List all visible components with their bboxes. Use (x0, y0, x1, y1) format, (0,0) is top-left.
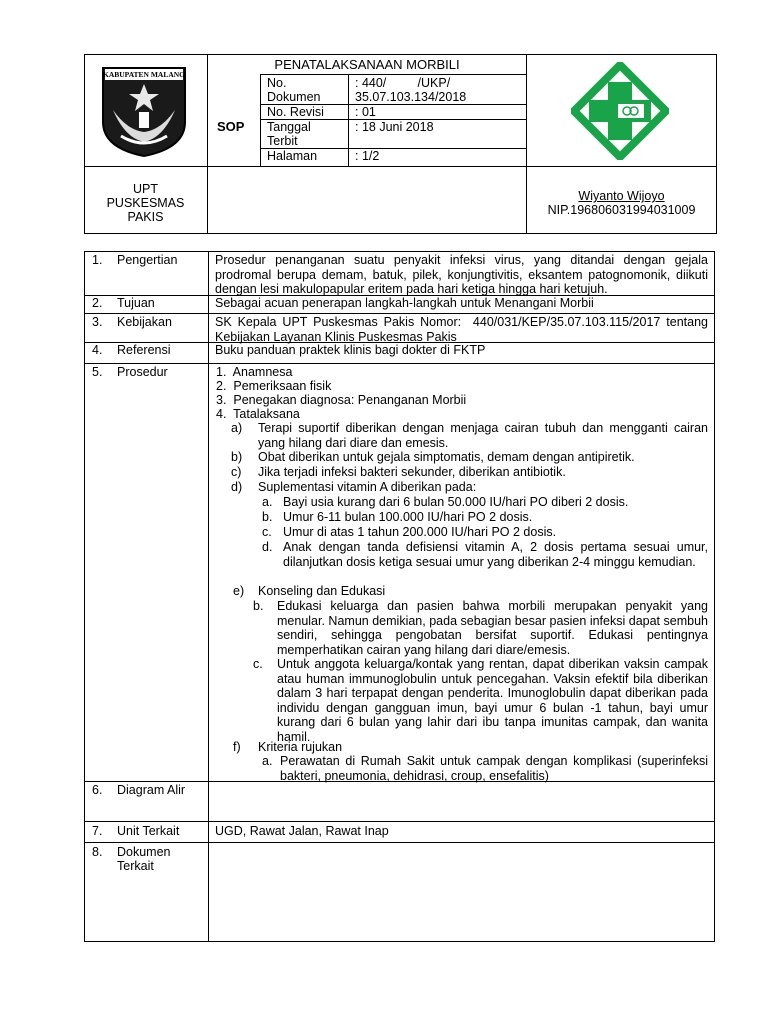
tujuan-text: Sebagai acuan penerapan langkah-langkah untuk Menangani Morbii (215, 296, 594, 310)
list-marker: c) (231, 465, 242, 479)
row-number: 5. (92, 365, 103, 379)
kebijakan-text: SK Kepala UPT Puskesmas Pakis Nomor: 440/031/KEP/35.07.103.115/2017 tentang Kebijakan Layanan Klinis Puskesmas Pakis (215, 315, 712, 344)
rujukan-item: Perawatan di Rumah Sakit untuk campak dengan komplikasi (superinfeksi bakteri, pneumonia, dehidrasi, croup, ensefalitis) (280, 754, 708, 783)
procedure-step: 4. Tatalaksana (216, 407, 300, 421)
vitamin-item: Bayi usia kurang dari 6 bulan 50.000 IU/hari PO diberi 2 dosis. (283, 495, 629, 509)
pengertian-text: Prosedur penanganan suatu penyakit infeksi virus, yang ditandai dengan gejala prodromal berupa demam, batuk, pilek, konjungtivitis, eksantem patognomonik, diikuti dengan lesi makulopapular eritem pada hari ketiga hingga hari ketujuh. (215, 253, 708, 297)
row-number: 2. (92, 296, 103, 310)
date-value: : 18 Juni 2018 (355, 120, 434, 134)
sop-label: SOP (217, 119, 245, 134)
vitamin-item: Anak dengan tanda defisiensi vitamin A, 2 dosis pertama sesuai umur, dilanjutkan dosis ketiga sesuai umur yang diberikan 2-4 minggu kemudian. (283, 540, 708, 569)
row-label-tujuan: Tujuan (117, 296, 155, 310)
row-label-kebijakan: Kebijakan (117, 315, 172, 329)
list-marker: d) (231, 480, 243, 494)
unit-name-1: UPT (133, 182, 158, 196)
unit-name-2: PUSKESMAS (106, 196, 185, 210)
list-marker: e) (233, 584, 245, 598)
row-number: 6. (92, 783, 103, 797)
row-number: 4. (92, 343, 103, 357)
doc-number-label-2: Dokumen (267, 90, 321, 104)
page-label: Halaman (267, 149, 318, 163)
puskesmas-logo (571, 62, 669, 160)
row-label-diagram: Diagram Alir (117, 783, 186, 797)
revision-value: : 01 (355, 105, 376, 119)
list-marker: f) (233, 740, 241, 754)
kabupaten-malang-logo (95, 60, 193, 158)
list-marker: a. (262, 495, 273, 509)
list-marker: c. (253, 657, 263, 671)
page-value: : 1/2 (355, 149, 380, 163)
konseling-heading: Konseling dan Edukasi (258, 584, 386, 598)
list-marker: a) (231, 421, 243, 435)
edukasi-item: Untuk anggota keluarga/kontak yang rentan, dapat diberikan vaksin campak atau human immunoglobulin untuk pencegahan. Vaksin efektif bila diberikan dalam 3 hari terpapat dengan penderita. Imunoglobulin dapat diberikan pada individu dengan gangguan imun, bayi umur 6 bulan -1 tahun, bayi umur kurang dari 6 bulan yang lahir dari ibu tanpa imunitas campak, dan wanita hamil. (277, 657, 708, 744)
row-number: 8. (92, 845, 103, 859)
signer-name: Wiyanto Wijoyo (578, 189, 665, 203)
procedure-step: 3. Penegakan diagnosa: Penanganan Morbii (216, 393, 467, 407)
tatalaksana-item: Terapi suportif diberikan dengan menjaga cairan tubuh dan mengganti cairan yang hilang dari diare dan emesis. (258, 421, 708, 450)
row-label-prosedur: Prosedur (117, 365, 168, 379)
list-marker: d. (262, 540, 273, 554)
vitamin-item: Umur di atas 1 tahun 200.000 IU/hari PO 2 dosis. (283, 525, 557, 539)
document-title: PENATALAKSANAAN MORBILI (274, 57, 460, 72)
list-marker: b. (262, 510, 273, 524)
tatalaksana-item: Obat diberikan untuk gejala simptomatis, demam dengan antipiretik. (258, 450, 635, 464)
tatalaksana-item: Suplementasi vitamin A diberikan pada: (258, 480, 477, 494)
tatalaksana-item: Jika terjadi infeksi bakteri sekunder, diberikan antibiotik. (258, 465, 566, 479)
signer-nip: NIP.196806031994031009 (547, 203, 696, 217)
doc-number-label-1: No. (267, 76, 287, 90)
date-label-1: Tanggal (267, 120, 311, 134)
row-label-pengertian: Pengertian (117, 253, 178, 267)
procedure-step: 1. Anamnesa (216, 365, 293, 379)
date-label-2: Terbit (267, 134, 298, 148)
list-marker: b) (231, 450, 243, 464)
vitamin-item: Umur 6-11 bulan 100.000 IU/hari PO 2 dosis. (283, 510, 533, 524)
row-number: 7. (92, 824, 103, 838)
row-number: 3. (92, 315, 103, 329)
rujukan-heading: Kriteria rujukan (258, 740, 343, 754)
row-label-dokumen-2: Terkait (117, 859, 154, 873)
row-label-dokumen-1: Dokumen (117, 845, 171, 859)
row-label-referensi: Referensi (117, 343, 171, 357)
procedure-step: 2. Pemeriksaan fisik (216, 379, 332, 393)
list-marker: a. (262, 754, 273, 768)
row-label-unit-terkait: Unit Terkait (117, 824, 180, 838)
unit-name-3: PAKIS (127, 210, 164, 224)
logo-text: KABUPATEN MALANG (103, 70, 186, 79)
edukasi-item: Edukasi keluarga dan pasien bahwa morbili merupakan penyakit yang menular. Namun demikian, pada sebagian besar pasien infeksi dapat sembuh sendiri, sehingga pengobatan bersifat suportif. Edukasi pentingnya memperhatikan cairan yang hilang dari diare/emesis. (277, 599, 708, 657)
list-marker: b. (253, 599, 264, 613)
list-marker: c. (262, 525, 272, 539)
revision-label: No. Revisi (267, 105, 324, 119)
doc-number-value-1: : 440/ /UKP/ (355, 76, 451, 90)
row-number: 1. (92, 253, 103, 267)
unit-terkait-text: UGD, Rawat Jalan, Rawat Inap (215, 824, 389, 838)
doc-number-value-2: 35.07.103.134/2018 (355, 90, 467, 104)
referensi-text: Buku panduan praktek klinis bagi dokter di FKTP (215, 343, 486, 357)
